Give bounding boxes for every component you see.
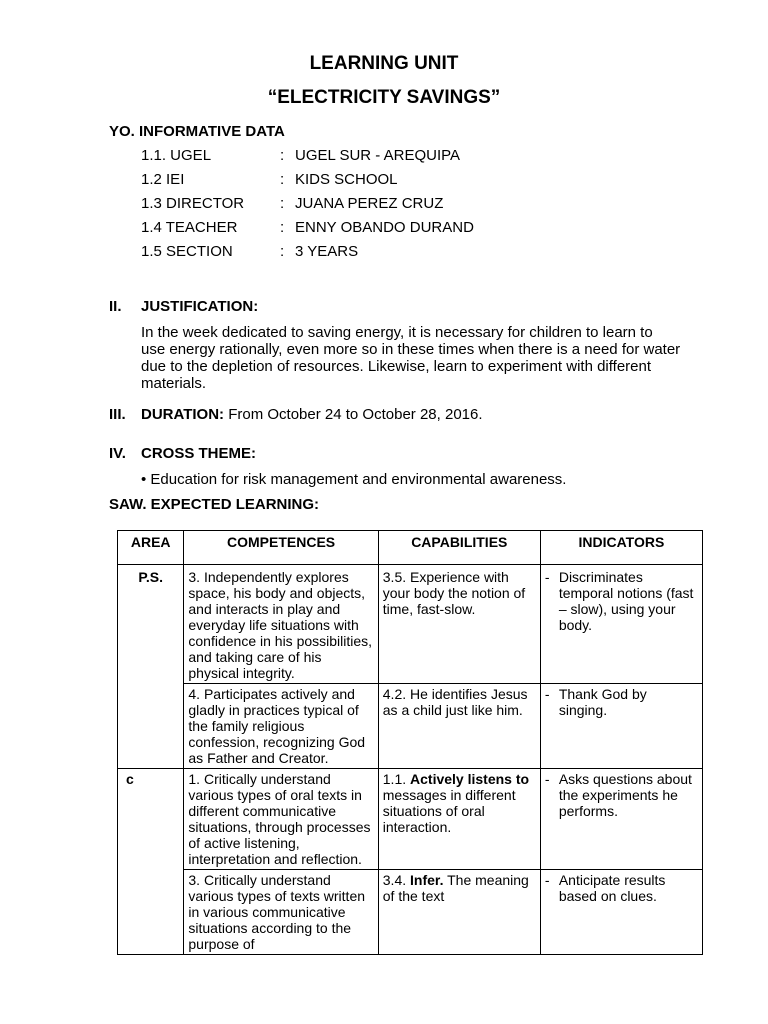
competence-cell: 1. Critically understand various types of oral texts in different communicative situations, through processes of active listening, interpretation and reflection.	[184, 769, 378, 870]
capability-cell	[378, 769, 540, 870]
info-separator: :	[280, 147, 285, 164]
section-cross-theme-heading	[109, 445, 256, 462]
indicator-dash: -	[544, 872, 550, 888]
capability-cell	[378, 870, 540, 955]
competence-cell: 3. Independently explores space, his body and objects, and interacts in play and everyday life situations with confidence in his possibilities, and taking care of his physical integrity.	[184, 565, 378, 684]
section-justification-heading	[109, 298, 258, 315]
indicator-cell	[540, 565, 702, 684]
table-header-row	[118, 531, 703, 565]
info-value: KIDS SCHOOL	[295, 171, 398, 188]
info-label: 1.2 IEI	[141, 171, 185, 188]
capability-cell: 3.5. Experience with your body the notion of time, fast-slow.	[378, 565, 540, 684]
table-row	[118, 769, 703, 870]
info-label: 1.3 DIRECTOR	[141, 195, 245, 212]
header-area: AREA	[118, 531, 184, 565]
indicator-text: Thank God by singing.	[558, 686, 647, 718]
document-title: LEARNING UNIT	[309, 53, 459, 74]
indicator-cell	[540, 870, 702, 955]
cross-theme-bullet: • Education for risk management and environmental awareness.	[141, 471, 567, 488]
indicator-text: Anticipate results based on clues.	[558, 872, 666, 904]
indicator-text: Discriminates temporal notions (fast – slow), using your body.	[558, 569, 694, 633]
section-number: IV.	[109, 445, 126, 462]
info-label: 1.5 SECTION	[141, 243, 233, 260]
header-capabilities: CAPABILITIES	[378, 531, 540, 565]
section-number: III.	[109, 406, 126, 423]
area-cell: c	[118, 769, 184, 870]
capability-rest: The meaning of the text	[382, 872, 529, 904]
info-value: JUANA PEREZ CRUZ	[295, 195, 444, 212]
competence-cell: 3. Critically understand various types of texts written in various communicative situations according to the purpose of	[184, 870, 378, 955]
indicator-text: Asks questions about the experiments he performs.	[558, 771, 692, 819]
table-row	[118, 870, 703, 955]
capability-bold: Actively listens to	[410, 771, 530, 787]
info-label: 1.4 TEACHER	[141, 219, 238, 236]
indicator-dash: -	[544, 569, 550, 585]
table-row	[118, 565, 703, 684]
table-row	[118, 684, 703, 769]
competence-cell: 4. Participates actively and gladly in practices typical of the family religious confession, recognizing God as Father and Creator.	[184, 684, 378, 769]
section-informative-data-heading: YO. INFORMATIVE DATA	[109, 123, 285, 140]
document-subtitle: “ELECTRICITY SAVINGS”	[267, 87, 501, 108]
info-value: ENNY OBANDO DURAND	[295, 219, 474, 236]
indicator-dash: -	[544, 686, 550, 702]
section-expected-learning-heading: SAW. EXPECTED LEARNING:	[109, 496, 320, 513]
capability-bold: Infer.	[410, 872, 444, 888]
indicator-dash: -	[544, 771, 550, 787]
info-value: 3 YEARS	[295, 243, 359, 260]
section-title: CROSS THEME:	[141, 445, 257, 462]
info-label: 1.1. UGEL	[141, 147, 212, 164]
info-separator: :	[280, 195, 285, 212]
info-separator: :	[280, 219, 285, 236]
info-separator: :	[280, 171, 285, 188]
section-duration	[109, 406, 483, 423]
indicator-cell	[540, 769, 702, 870]
area-cell	[118, 684, 184, 769]
capability-prefix: 1.1.	[382, 771, 411, 787]
section-title: JUSTIFICATION:	[141, 298, 259, 315]
learning-table	[117, 530, 703, 955]
info-separator: :	[280, 243, 285, 260]
header-competences: COMPETENCES	[184, 531, 378, 565]
capability-cell: 4.2. He identifies Jesus as a child just like him.	[378, 684, 540, 769]
indicator-cell	[540, 684, 702, 769]
section-number: II.	[109, 298, 122, 315]
info-value: UGEL SUR - AREQUIPA	[295, 147, 461, 164]
section-title: DURATION:	[141, 406, 225, 423]
area-cell	[118, 870, 184, 955]
capability-prefix: 3.4.	[382, 872, 411, 888]
capability-rest: messages in different situations of oral interaction.	[382, 787, 516, 835]
duration-text: From October 24 to October 28, 2016.	[224, 406, 483, 423]
justification-text: In the week dedicated to saving energy, it is necessary for children to learn to use energy rationally, even more so in these times when there is a need for water due to the depletion of resources. Likewise, learn to experiment with different materials.	[141, 324, 681, 392]
header-indicators: INDICATORS	[540, 531, 702, 565]
area-cell: P.S.	[118, 565, 184, 684]
